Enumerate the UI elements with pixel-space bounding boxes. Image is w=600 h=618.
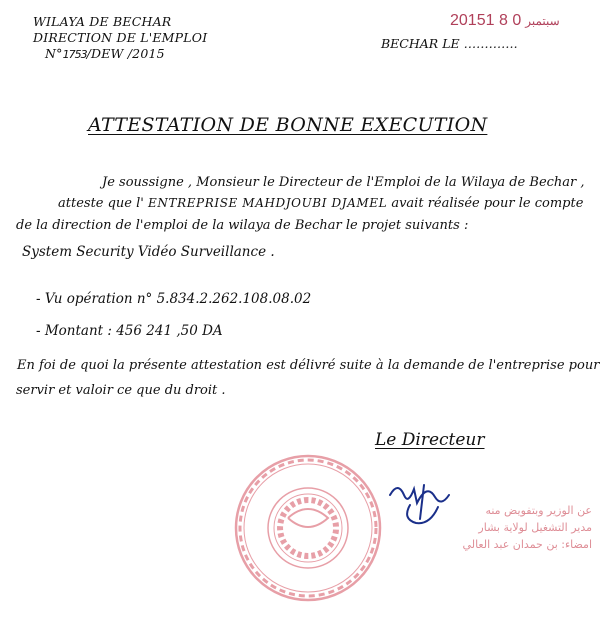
issuer-header <box>33 14 207 63</box>
body-line-2: atteste que l' ENTREPRISE MAHDJOUBI DJAMEL avait réalisée pour le compte <box>58 196 584 211</box>
place-date: BECHAR LE …………. <box>381 36 518 51</box>
stamp-line-2: مدير التشغيل لولاية بشار <box>478 521 592 534</box>
closing-line-2: servir et valoir ce que du droit . <box>16 383 226 398</box>
closing-line-1: En foi de quoi la présente attestation est délivré suite à la demande de l'entreprise pour <box>17 358 600 373</box>
wilaya-name: WILAYA DE BECHAR <box>33 14 172 29</box>
project-name: System Security Vidéo Surveillance . <box>22 244 275 260</box>
reference-number: N°1753/DEW /2015 <box>45 46 165 61</box>
stamp-line-3: امضاء: بن حمدان عبد العالي <box>462 538 592 551</box>
operation-number: - Vu opération n° 5.834.2.262.108.08.02 <box>36 291 312 307</box>
direction-name: DIRECTION DE L'EMPLOI <box>33 30 208 45</box>
body-line-1: Je soussigne , Monsieur le Directeur de l'Emploi de la Wilaya de Bechar , <box>102 175 585 190</box>
company-name: ENTREPRISE MAHDJOUBI DJAMEL <box>148 196 388 210</box>
official-round-seal <box>218 438 398 618</box>
date-stamp-month: سبتمبر <box>525 14 560 28</box>
handwritten-ref: 1753 <box>62 48 87 61</box>
body-line-3: de la direction de l'emploi de la wilaya de Bechar le projet suivants : <box>16 218 469 233</box>
stamp-line-1: عن الوزير وبتفويض منه <box>485 504 592 517</box>
date-stamp-day: 0 8 1 <box>485 12 522 29</box>
date-stamp <box>450 12 564 30</box>
date-stamp-year: 2015 <box>450 12 486 29</box>
document-title: ATTESTATION DE BONNE EXECUTION <box>88 114 488 136</box>
signatory-stamp <box>382 502 592 553</box>
amount: - Montant : 456 241 ,50 DA <box>36 323 223 339</box>
signatory-title: Le Directeur <box>375 430 485 450</box>
